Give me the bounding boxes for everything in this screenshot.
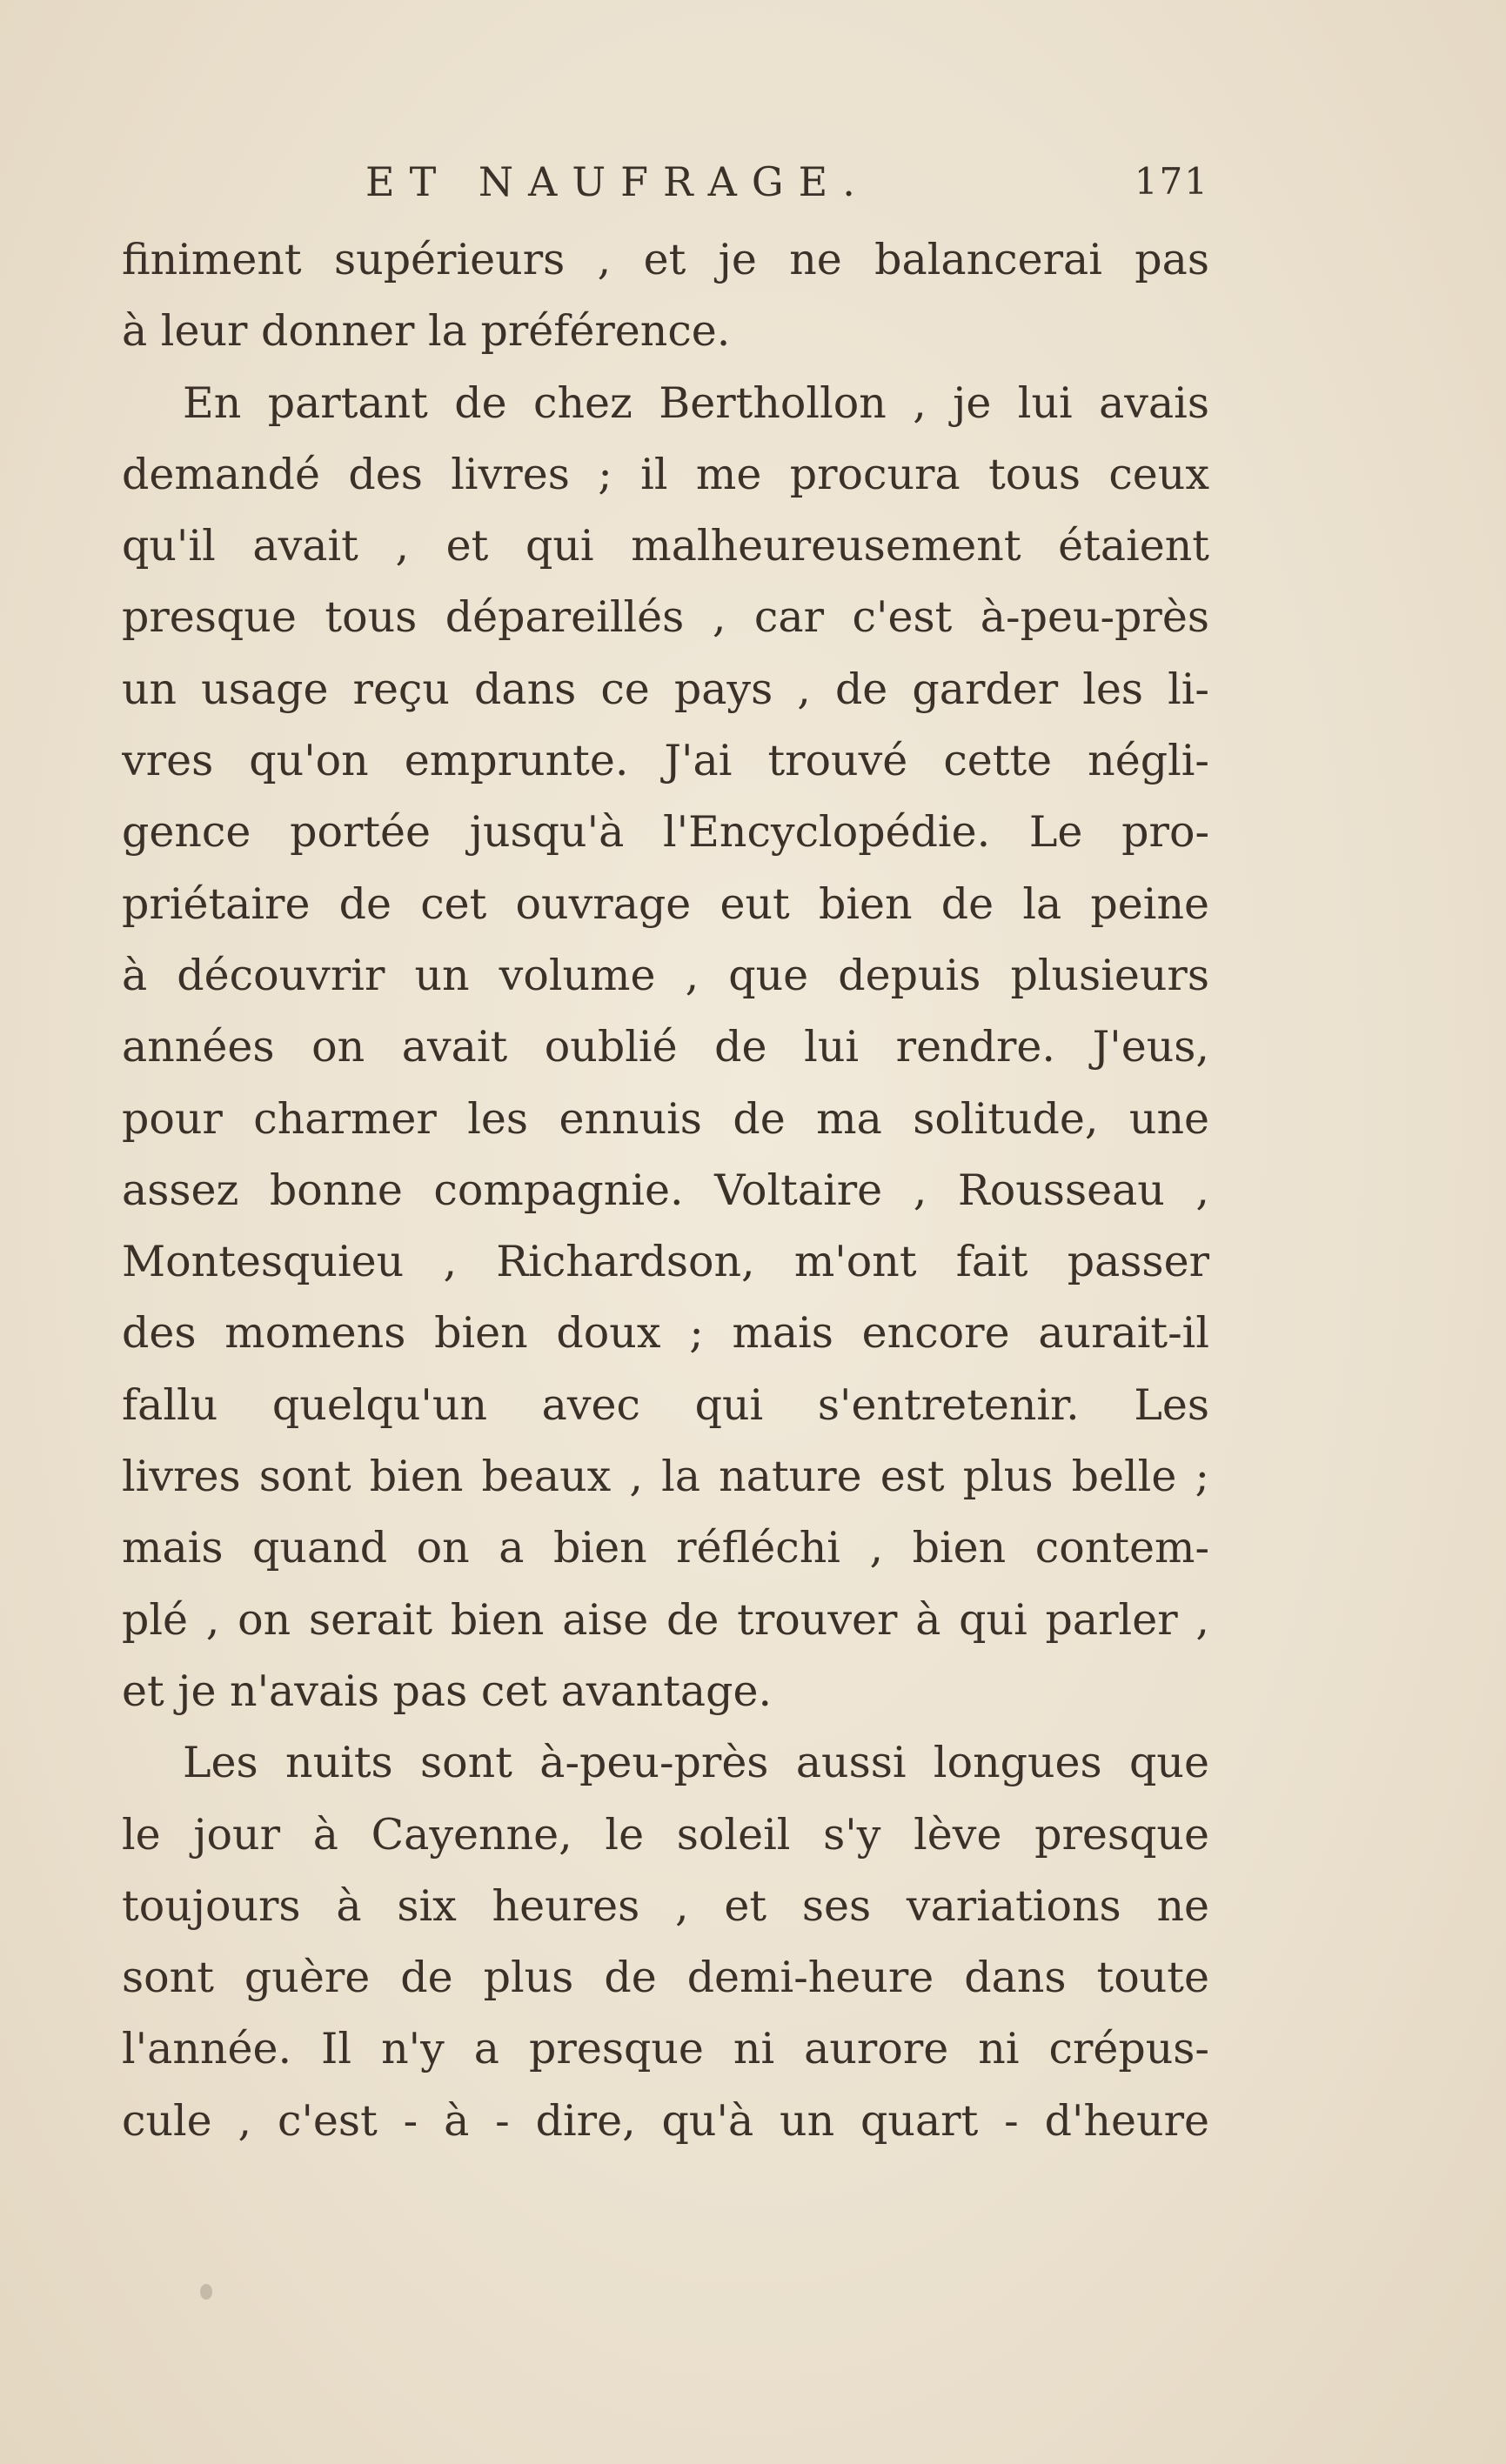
text-line: pour charmer les ennuis de ma solitude, une (122, 1093, 1209, 1144)
text-line: plé , on serait bien aise de trouver à qui parler , (122, 1594, 1209, 1645)
text-line: toujours à six heures , et ses variations ne (122, 1880, 1209, 1931)
page-number: 171 (1134, 160, 1209, 203)
running-title: ET NAUFRAGE. (365, 158, 870, 205)
running-head (122, 158, 1209, 219)
text-line: fallu quelqu'un avec qui s'entretenir. Les (122, 1379, 1209, 1430)
text-line: gence portée jusqu'à l'Encyclopédie. Le pro- (122, 807, 1209, 858)
text-line: Montesquieu , Richardson, m'ont fait passer (122, 1237, 1209, 1287)
text-line: et je n'avais pas cet avantage. (122, 1666, 773, 1716)
text-line: l'année. Il n'y a presque ni aurore ni crépus- (122, 2024, 1209, 2074)
text-line: vres qu'on emprunte. J'ai trouvé cette négli- (122, 736, 1209, 786)
text-line: cule , c'est - à - dire, qu'à un quart - d'heure (122, 2095, 1209, 2146)
text-line: années on avait oublié de lui rendre. J'eus, (122, 1022, 1209, 1072)
text-line: priétaire de cet ouvrage eut bien de la peine (122, 878, 1209, 929)
text-line: demandé des livres ; il me procura tous ceux (122, 449, 1209, 499)
ink-spot (200, 2284, 212, 2300)
text-line: un usage reçu dans ce pays , de garder les li- (122, 664, 1209, 714)
text-line: finiment supérieurs , et je ne balancerai pas (122, 235, 1209, 284)
text-line: mais quand on a bien réfléchi , bien contem- (122, 1523, 1209, 1573)
text-line: sont guère de plus de demi-heure dans toute (122, 1953, 1209, 2003)
text-line: à découvrir un volume , que depuis plusieurs (122, 950, 1209, 1000)
text-line: qu'il avait , et qui malheureusement étaient (122, 521, 1209, 571)
body-text (122, 224, 1209, 2157)
text-line: livres sont bien beaux , la nature est plus belle ; (122, 1452, 1209, 1502)
text-line: En partant de chez Berthollon , je lui avais (183, 377, 1209, 428)
text-line: à leur donner la préférence. (122, 306, 731, 357)
text-line: Les nuits sont à-peu-près aussi longues que (183, 1738, 1209, 1788)
text-line: presque tous dépareillés , car c'est à-peu-près (122, 592, 1209, 643)
text-line: des momens bien doux ; mais encore aurait-il (122, 1308, 1209, 1359)
text-line: le jour à Cayenne, le soleil s'y lève presque (122, 1809, 1209, 1860)
text-line: assez bonne compagnie. Voltaire , Rousseau , (122, 1165, 1209, 1215)
